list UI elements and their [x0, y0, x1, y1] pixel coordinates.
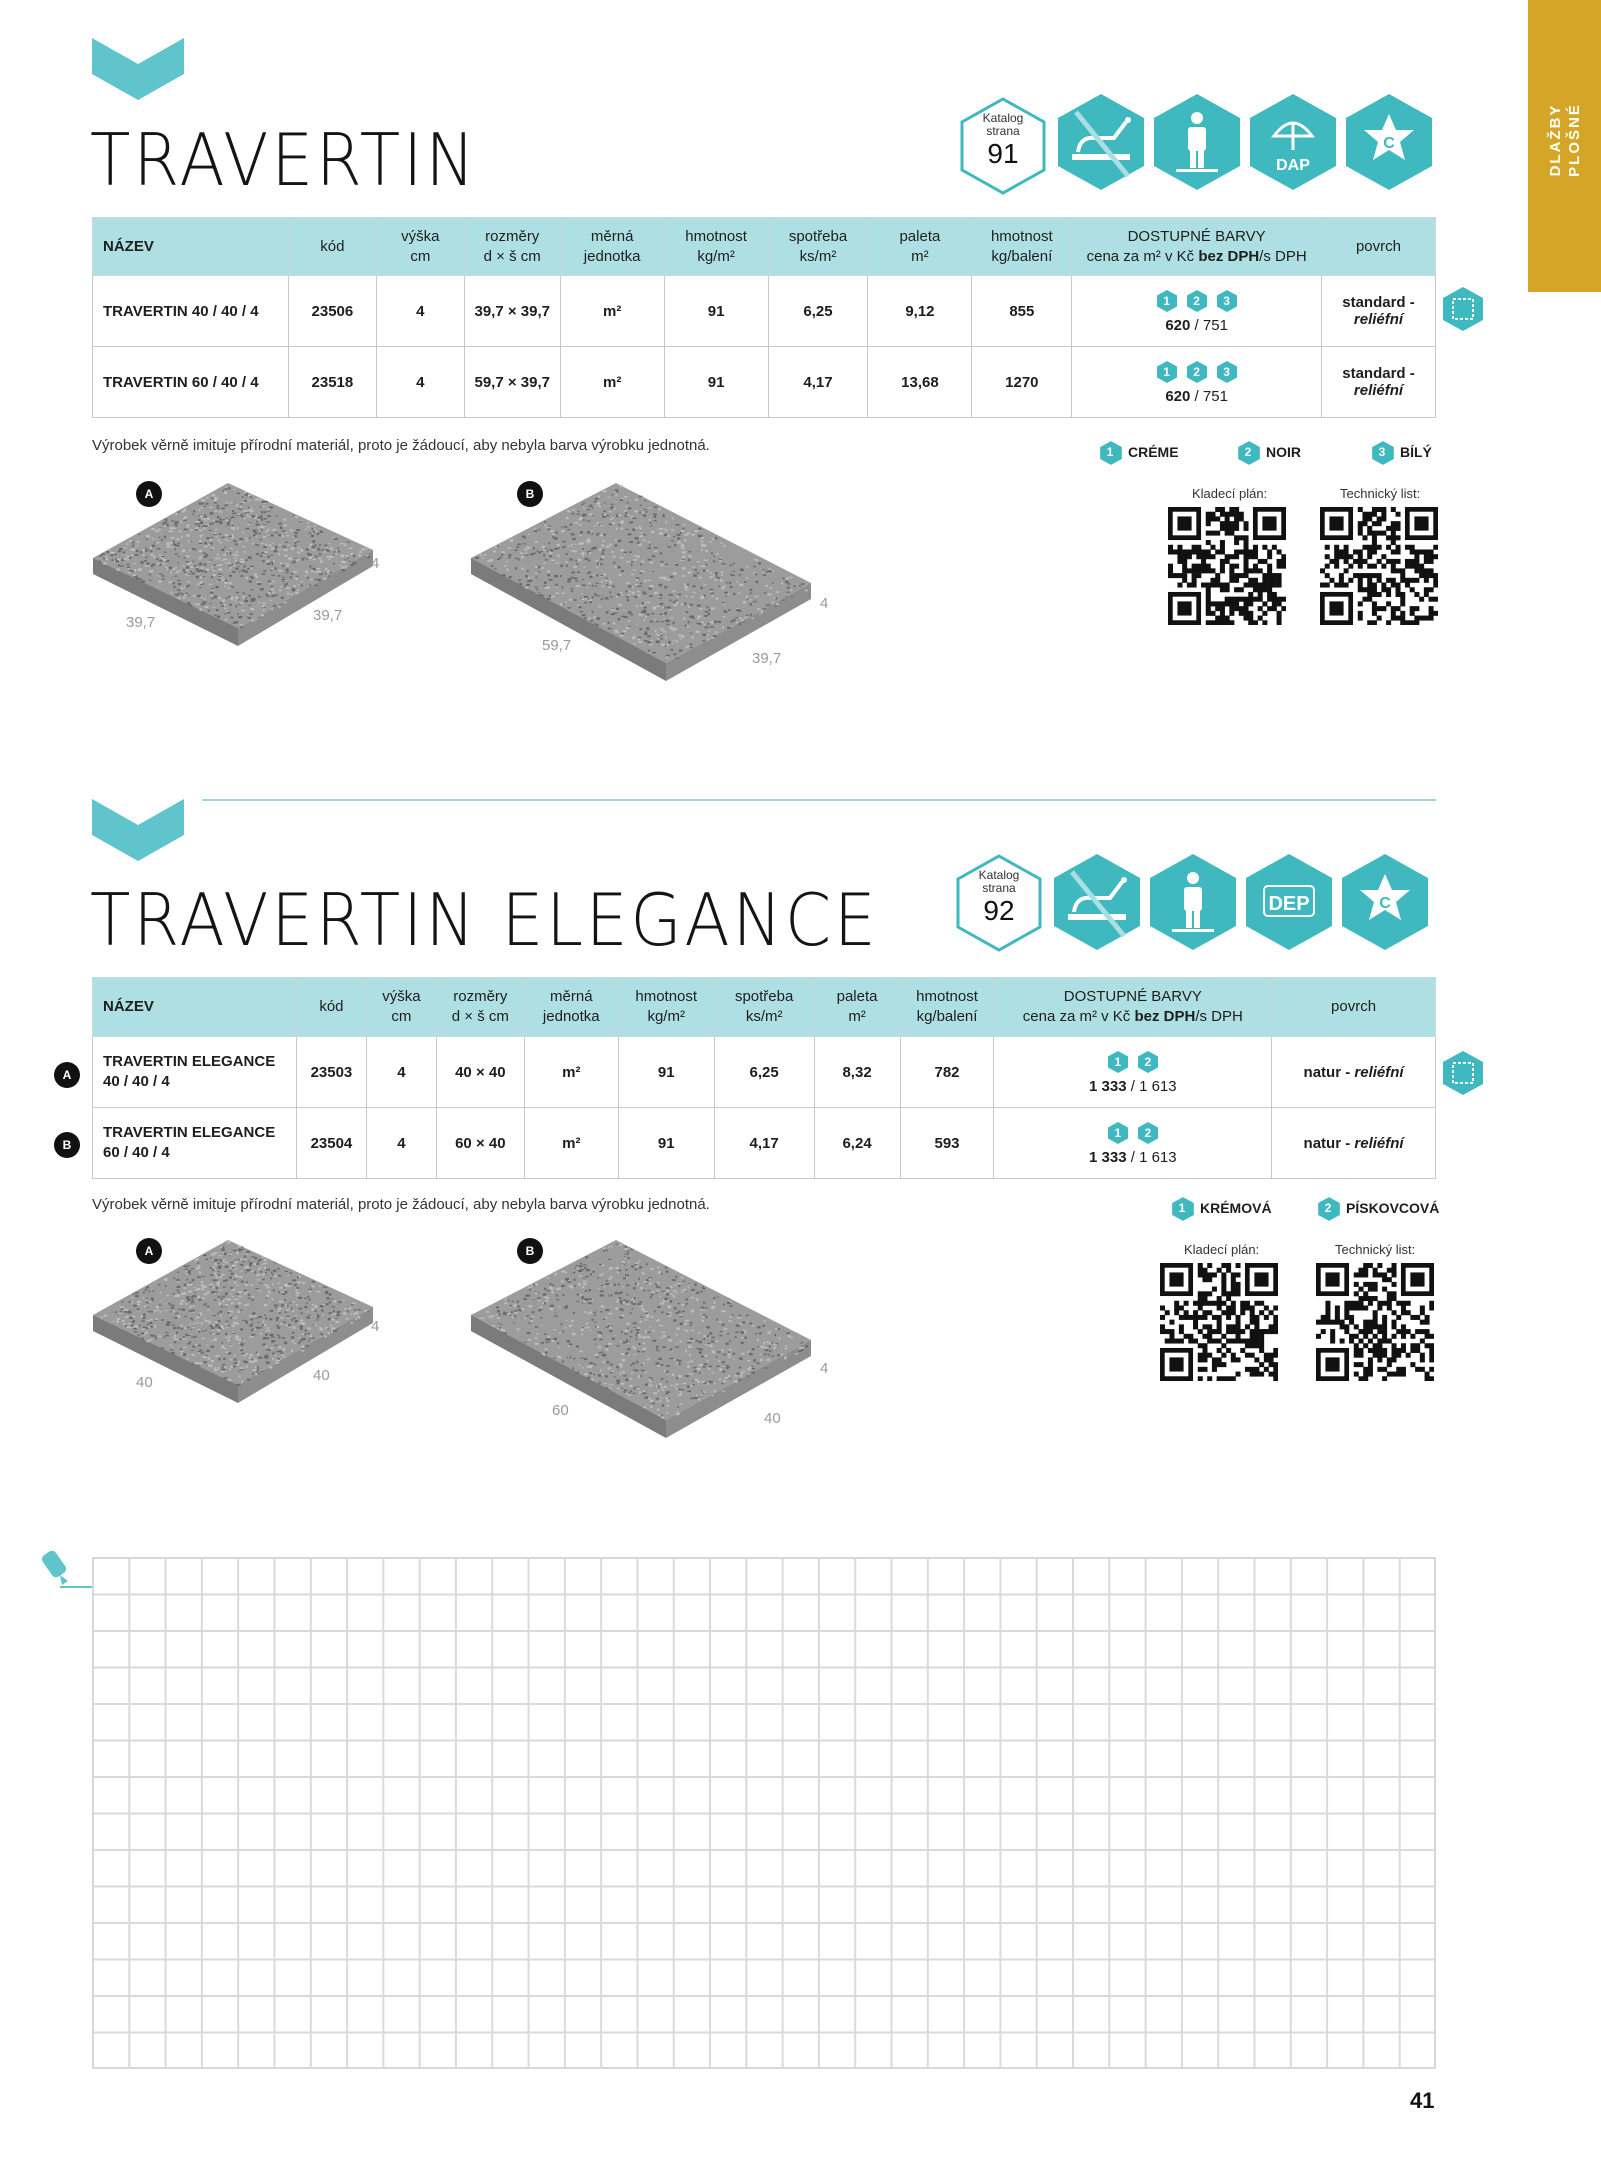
- legend-num: 1: [1106, 445, 1114, 459]
- laying-pattern-icon[interactable]: [1442, 1050, 1484, 1096]
- tile-dim-length: 39,7: [126, 614, 156, 631]
- col-unit-header: měrná jednotka: [524, 978, 618, 1037]
- color-legend-item: [1170, 1196, 1272, 1220]
- surface-type: natur -: [1303, 1134, 1355, 1152]
- product-weight-pack: 855: [972, 276, 1072, 347]
- product-weight: 91: [618, 1108, 714, 1179]
- katalog-label-2: strana: [986, 124, 1020, 138]
- product-name: TRAVERTIN 40 / 40 / 4: [93, 276, 289, 347]
- legend-name: PÍSKOVCOVÁ: [1346, 1200, 1440, 1216]
- pedestrian-icon: [1148, 852, 1238, 952]
- col-name-header: NÁZEV: [93, 978, 297, 1037]
- col-surface-header: povrch: [1272, 978, 1436, 1037]
- price-gross: 1 613: [1139, 1077, 1177, 1095]
- product-name: TRAVERTIN ELEGANCE 40 / 40 / 4: [93, 1037, 297, 1108]
- product-code: 23504: [296, 1108, 366, 1179]
- tile-dim-height: 4: [820, 595, 829, 612]
- col-pallet-header: paleta m²: [868, 218, 972, 276]
- katalog-label-2: strana: [982, 881, 1016, 895]
- color-option-icon[interactable]: [1106, 1121, 1130, 1145]
- notes-grid[interactable]: [92, 1557, 1436, 2069]
- qr-label-tech-sheet: Technický list:: [1340, 486, 1421, 501]
- legend-num: 2: [1244, 445, 1252, 459]
- col-code-header: kód: [296, 978, 366, 1037]
- section-chevron-icon: [92, 38, 184, 100]
- product-height: 4: [376, 276, 464, 347]
- product-weight-pack: 593: [900, 1108, 994, 1179]
- product-weight: 91: [664, 276, 768, 347]
- tile-drawing-a: [88, 1235, 388, 1410]
- product-code: 23503: [296, 1037, 366, 1108]
- color-legend-item: [1316, 1196, 1439, 1220]
- col-usage-header: spotřeba ks/m²: [714, 978, 814, 1037]
- table-row[interactable]: [93, 276, 1436, 347]
- color-option-icon[interactable]: [1215, 289, 1239, 313]
- color-options: [1076, 360, 1317, 384]
- tile-dim-height: 4: [371, 555, 380, 572]
- col-dims-header: rozměry d × š cm: [436, 978, 524, 1037]
- price-net: 1 333: [1089, 1077, 1127, 1095]
- class-c-label: C: [1379, 895, 1391, 912]
- color-option-num: 2: [1193, 293, 1200, 308]
- qr-label-laying-plan: Kladecí plán:: [1184, 1242, 1260, 1257]
- section-title: TRAVERTIN: [90, 118, 478, 202]
- surface-type: standard -: [1342, 294, 1415, 311]
- tile-dim-length: 40: [136, 1374, 153, 1391]
- legend-name: CRÉME: [1128, 444, 1179, 460]
- category-tab[interactable]: [1528, 0, 1601, 292]
- col-pallet-header: paleta m²: [814, 978, 900, 1037]
- price-gross: 751: [1202, 316, 1228, 334]
- color-option-num: 3: [1223, 364, 1230, 379]
- tile-dim-height: 4: [820, 1360, 829, 1377]
- product-weight-pack: 1270: [972, 347, 1072, 418]
- colors-sub-pre: cena za m² v Kč: [1022, 1008, 1135, 1025]
- table-row[interactable]: [93, 1037, 1436, 1108]
- table-row[interactable]: [93, 1108, 1436, 1179]
- col-name-header: NÁZEV: [93, 218, 289, 276]
- color-option-num: 2: [1144, 1125, 1152, 1140]
- class-c-star-icon: [1340, 852, 1430, 952]
- color-option-num: 1: [1163, 364, 1170, 379]
- col-weight-pack-header: hmotnost kg/balení: [900, 978, 994, 1037]
- product-weight: 91: [664, 347, 768, 418]
- price-net: 1 333: [1089, 1148, 1127, 1166]
- surface-type: standard -: [1342, 365, 1415, 382]
- product-table-travertin: [92, 217, 1436, 418]
- product-height: 4: [366, 1037, 436, 1108]
- product-dims: 60 × 40: [436, 1108, 524, 1179]
- qr-code-tech-sheet[interactable]: [1320, 507, 1438, 625]
- class-c-label: C: [1383, 135, 1395, 152]
- price-separator: /: [1190, 387, 1203, 405]
- product-code: 23506: [288, 276, 376, 347]
- product-dims: 40 × 40: [436, 1037, 524, 1108]
- katalog-page-number: 92: [983, 895, 1015, 926]
- katalog-label: Katalog: [978, 868, 1020, 882]
- product-colors: [994, 1108, 1272, 1179]
- color-option-icon[interactable]: [1155, 289, 1179, 313]
- legend-num: 2: [1324, 1201, 1332, 1215]
- product-pallet: 9,12: [868, 276, 972, 347]
- product-price: [1076, 388, 1317, 405]
- surface-finish: reliéfní: [1353, 311, 1404, 328]
- qr-code-tech-sheet[interactable]: [1316, 1263, 1434, 1381]
- product-usage: 6,25: [768, 276, 868, 347]
- product-unit: m²: [560, 276, 664, 347]
- tile-dim-width: 40: [764, 1410, 781, 1427]
- product-price: [998, 1149, 1267, 1166]
- product-usage: 4,17: [768, 347, 868, 418]
- color-option-icon[interactable]: [1185, 360, 1209, 384]
- product-name: TRAVERTIN ELEGANCE 60 / 40 / 4: [93, 1108, 297, 1179]
- katalog-page-badge[interactable]: [958, 96, 1048, 196]
- product-code: 23518: [288, 347, 376, 418]
- qr-code-laying-plan[interactable]: [1160, 1263, 1278, 1381]
- surface-finish: reliéfní: [1354, 1063, 1404, 1081]
- row-badge: B: [54, 1132, 80, 1158]
- table-row[interactable]: [93, 347, 1436, 418]
- col-weight-header: hmotnost kg/m²: [664, 218, 768, 276]
- tile-dim-width: 39,7: [313, 607, 343, 624]
- tile-badge: A: [136, 1238, 162, 1264]
- product-surface: [1272, 1037, 1436, 1108]
- price-net: 620: [1165, 316, 1191, 334]
- color-option-icon[interactable]: [1185, 289, 1209, 313]
- product-colors: [1072, 347, 1322, 418]
- color-option-icon[interactable]: [1136, 1050, 1160, 1074]
- legend-name: BÍLÝ: [1400, 444, 1432, 460]
- section-chevron-icon: [92, 799, 184, 861]
- surface-finish: reliéfní: [1354, 1134, 1404, 1152]
- tile-dim-height: 4: [371, 1318, 380, 1335]
- colors-title: DOSTUPNÉ BARVY: [1127, 227, 1266, 245]
- color-legend-item: [1098, 440, 1179, 464]
- col-surface-header: povrch: [1321, 218, 1435, 276]
- product-unit: m²: [524, 1108, 618, 1179]
- color-option-icon[interactable]: [1136, 1121, 1160, 1145]
- katalog-page-badge[interactable]: [954, 853, 1044, 953]
- price-gross: 1 613: [1139, 1148, 1177, 1166]
- col-code-header: kód: [288, 218, 376, 276]
- pedestrian-icon: [1152, 92, 1242, 192]
- qr-code-laying-plan[interactable]: [1168, 507, 1286, 625]
- colors-sub-pre: cena za m² v Kč: [1086, 247, 1199, 265]
- page-number: 41: [1410, 2088, 1435, 2113]
- product-surface: [1272, 1108, 1436, 1179]
- section-title: TRAVERTIN ELEGANCE: [90, 878, 879, 962]
- laying-pattern-icon[interactable]: [1442, 286, 1484, 332]
- product-dims: 59,7 × 39,7: [464, 347, 560, 418]
- colors-sub-bold: bez DPH: [1198, 247, 1260, 265]
- colors-title: DOSTUPNÉ BARVY: [1063, 988, 1202, 1005]
- color-option-icon[interactable]: [1215, 360, 1239, 384]
- price-separator: /: [1126, 1148, 1140, 1166]
- color-options: [998, 1121, 1267, 1145]
- product-unit: m²: [560, 347, 664, 418]
- col-weight-pack-header: hmotnost kg/balení: [972, 218, 1072, 276]
- product-table-travertin-elegance: [92, 977, 1436, 1179]
- legend-name: KRÉMOVÁ: [1200, 1200, 1272, 1216]
- katalog-label: Katalog: [982, 111, 1024, 125]
- katalog-page-number: 91: [987, 138, 1019, 169]
- col-colors-header: [994, 978, 1272, 1037]
- qr-label-laying-plan: Kladecí plán:: [1192, 486, 1268, 501]
- price-net: 620: [1165, 387, 1191, 405]
- product-usage: 4,17: [714, 1108, 814, 1179]
- color-option-num: 1: [1114, 1125, 1122, 1140]
- col-height-header: výška cm: [376, 218, 464, 276]
- product-unit: m²: [524, 1037, 618, 1108]
- umbrella-dap-icon: [1248, 92, 1338, 192]
- product-height: 4: [366, 1108, 436, 1179]
- product-height: 4: [376, 347, 464, 418]
- color-option-num: 1: [1163, 293, 1170, 308]
- color-option-num: 2: [1193, 364, 1200, 379]
- product-dims: 39,7 × 39,7: [464, 276, 560, 347]
- price-separator: /: [1190, 316, 1203, 334]
- tile-badge: B: [517, 481, 543, 507]
- category-tab-label: DLAŽBY PLOŠNÉ: [1546, 103, 1583, 177]
- table-header-row: [93, 218, 1436, 276]
- product-note: Výrobek věrně imituje přírodní materiál, proto je žádoucí, aby nebyla barva výrobku jednotná.: [92, 1196, 710, 1213]
- qr-label-tech-sheet: Technický list:: [1335, 1242, 1416, 1257]
- color-option-icon[interactable]: [1106, 1050, 1130, 1074]
- colors-sub-bold: bez DPH: [1134, 1008, 1196, 1025]
- product-weight-pack: 782: [900, 1037, 994, 1108]
- color-option-num: 2: [1144, 1054, 1152, 1069]
- product-pallet: 13,68: [868, 347, 972, 418]
- color-options: [1076, 289, 1317, 313]
- tile-dim-width: 40: [313, 1367, 330, 1384]
- tile-dim-width: 39,7: [752, 650, 782, 667]
- table-header-row: [93, 978, 1436, 1037]
- product-pallet: 8,32: [814, 1037, 900, 1108]
- compactor-crossed-icon: [1056, 92, 1146, 192]
- col-height-header: výška cm: [366, 978, 436, 1037]
- legend-num: 3: [1378, 445, 1386, 459]
- color-legend-item: [1236, 440, 1301, 464]
- product-surface: [1321, 347, 1435, 418]
- product-price: [1076, 317, 1317, 334]
- surface-type: natur -: [1303, 1063, 1355, 1081]
- price-separator: /: [1126, 1077, 1140, 1095]
- tile-dim-length: 59,7: [542, 637, 572, 654]
- row-badge: A: [54, 1062, 80, 1088]
- color-option-icon[interactable]: [1155, 360, 1179, 384]
- class-c-star-icon: [1344, 92, 1434, 192]
- legend-num: 1: [1178, 1201, 1186, 1215]
- compactor-crossed-icon: [1052, 852, 1142, 952]
- section-divider: [202, 799, 1436, 801]
- product-colors: [994, 1037, 1272, 1108]
- product-price: [998, 1078, 1267, 1095]
- colors-sub-post: /s DPH: [1259, 247, 1307, 265]
- dep-icon: [1244, 852, 1334, 952]
- color-option-num: 1: [1114, 1054, 1122, 1069]
- tile-badge: B: [517, 1238, 543, 1264]
- product-usage: 6,25: [714, 1037, 814, 1108]
- color-option-num: 3: [1223, 293, 1230, 308]
- product-colors: [1072, 276, 1322, 347]
- product-note: Výrobek věrně imituje přírodní materiál, proto je žádoucí, aby nebyla barva výrobku jednotná.: [92, 437, 710, 454]
- tile-badge: A: [136, 481, 162, 507]
- dap-label: DAP: [1276, 157, 1310, 174]
- pencil-notes-icon: [40, 1543, 92, 1593]
- color-legend-item: [1370, 440, 1432, 464]
- price-gross: 751: [1202, 387, 1228, 405]
- product-surface: [1321, 276, 1435, 347]
- dep-label: DEP: [1268, 893, 1310, 915]
- product-weight: 91: [618, 1037, 714, 1108]
- col-colors-header: [1072, 218, 1322, 276]
- product-name: TRAVERTIN 60 / 40 / 4: [93, 347, 289, 418]
- col-weight-header: hmotnost kg/m²: [618, 978, 714, 1037]
- product-pallet: 6,24: [814, 1108, 900, 1179]
- col-unit-header: měrná jednotka: [560, 218, 664, 276]
- col-usage-header: spotřeba ks/m²: [768, 218, 868, 276]
- surface-finish: reliéfní: [1353, 382, 1404, 399]
- colors-sub-post: /s DPH: [1195, 1008, 1243, 1025]
- col-dims-header: rozměry d × š cm: [464, 218, 560, 276]
- color-options: [998, 1050, 1267, 1074]
- legend-name: NOIR: [1266, 444, 1301, 460]
- tile-dim-length: 60: [552, 1402, 569, 1419]
